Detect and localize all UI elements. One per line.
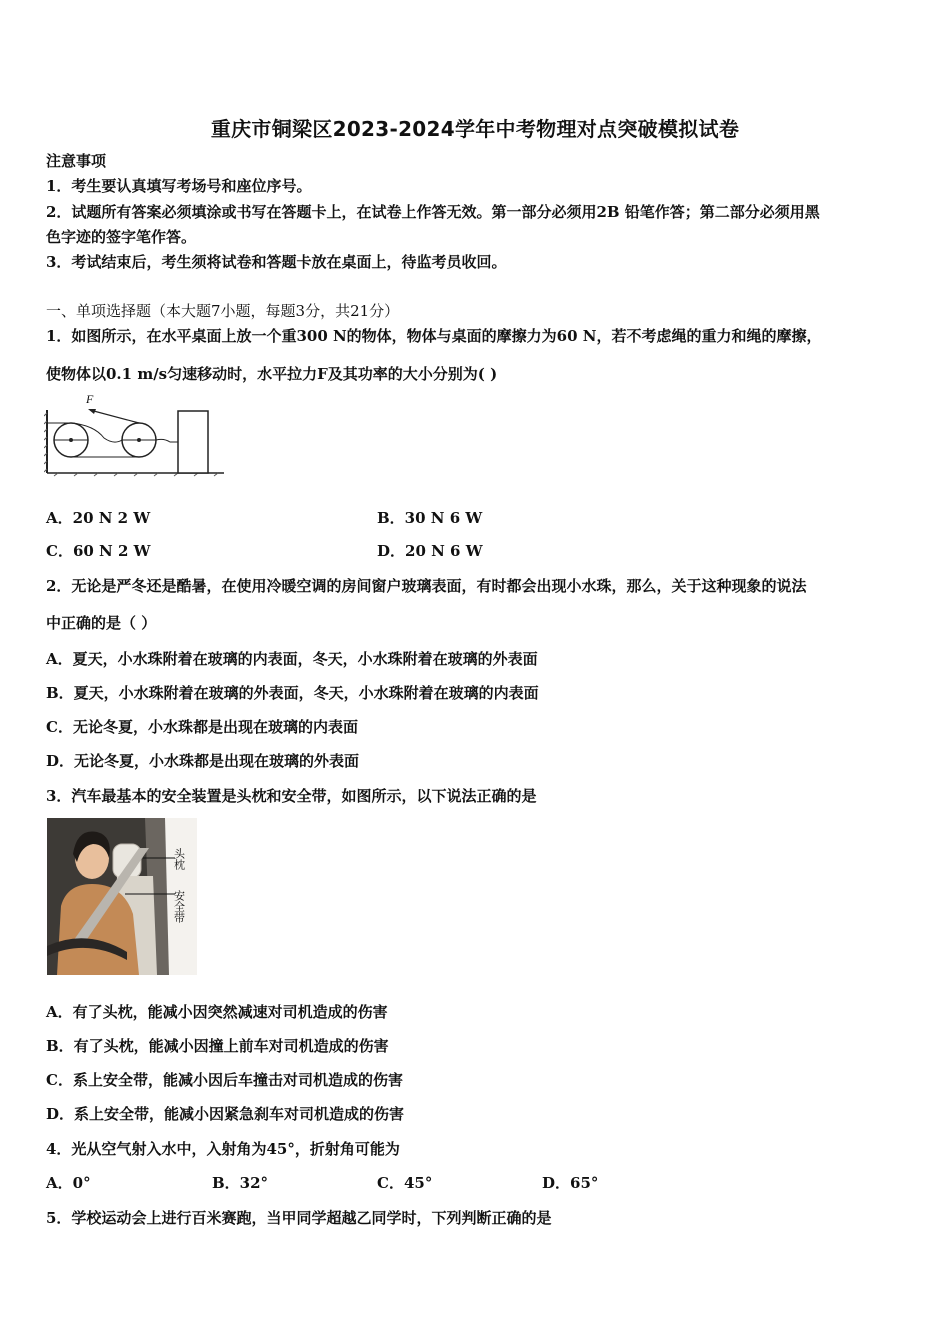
q4-option-a: A．0° — [46, 1174, 91, 1192]
q4-option-d: D．65° — [542, 1174, 599, 1192]
q3-option-c: C．系上安全带，能减小因后车撞击对司机造成的伤害 — [46, 1071, 403, 1089]
q2-option-b: B．夏天，小水珠附着在玻璃的外表面，冬天，小水珠附着在玻璃的内表面 — [46, 684, 539, 702]
notice-item-2-cont: 色字迹的签字笔作答。 — [46, 228, 197, 246]
q1-option-c: C．60 N 2 W — [46, 542, 151, 560]
seatbelt-label: 安全带 — [172, 890, 186, 923]
q4-stem: 4．光从空气射入水中，入射角为45°，折射角可能为 — [46, 1140, 400, 1158]
notice-heading: 注意事项 — [46, 152, 107, 170]
q3-option-b: B．有了头枕，能减小因撞上前车对司机造成的伤害 — [46, 1037, 389, 1055]
q3-stem: 3．汽车最基本的安全装置是头枕和安全带，如图所示，以下说法正确的是 — [46, 787, 537, 805]
q1-option-a: A．20 N 2 W — [46, 509, 151, 527]
q3-car-seat-photo — [47, 818, 197, 975]
q3-option-a: A．有了头枕，能减小因突然减速对司机造成的伤害 — [46, 1003, 388, 1021]
q2-option-c: C．无论冬夏，小水珠都是出现在玻璃的内表面 — [46, 718, 358, 736]
q4-option-c: C．45° — [377, 1174, 433, 1192]
q2-stem-line2: 中正确的是（ ） — [46, 614, 157, 632]
q1-stem-line2: 使物体以0.1 m/s匀速移动时，水平拉力F及其功率的大小分别为( ) — [46, 365, 498, 383]
notice-item-2: 2．试题所有答案必须填涂或书写在答题卡上，在试卷上作答无效。第一部分必须用2B 铅笔作答；第二部分必须用黑 — [46, 203, 820, 221]
force-label: F — [86, 392, 94, 406]
q2-stem-line1: 2．无论是严冬还是酷暑，在使用冷暖空调的房间窗户玻璃表面，有时都会出现小水珠，那么，关于这种现象的说法 — [46, 577, 807, 595]
q1-pulley-figure — [44, 392, 226, 478]
q2-option-a: A．夏天，小水珠附着在玻璃的内表面，冬天，小水珠附着在玻璃的外表面 — [46, 650, 538, 668]
headrest-label: 头枕 — [172, 848, 186, 870]
q1-stem-line1: 1．如图所示，在水平桌面上放一个重300 N的物体，物体与桌面的摩擦力为60 N，若不考虑绳的重力和绳的摩擦， — [46, 327, 822, 345]
q2-option-d: D．无论冬夏，小水珠都是出现在玻璃的外表面 — [46, 752, 360, 770]
notice-item-3: 3．考试结束后，考生须将试卷和答题卡放在桌面上，待监考员收回。 — [46, 253, 507, 271]
notice-item-1: 1．考生要认真填写考场号和座位序号。 — [46, 177, 312, 195]
section-heading: 一、单项选择题（本大题7小题，每题3分，共21分） — [46, 302, 400, 320]
page-title: 重庆市铜梁区2023-2024学年中考物理对点突破模拟试卷 — [210, 117, 740, 141]
q1-option-b: B．30 N 6 W — [377, 509, 483, 527]
q1-option-d: D．20 N 6 W — [377, 542, 483, 560]
q4-option-b: B．32° — [212, 1174, 269, 1192]
q3-option-d: D．系上安全带，能减小因紧急刹车对司机造成的伤害 — [46, 1105, 405, 1123]
q5-stem: 5．学校运动会上进行百米赛跑，当甲同学超越乙同学时，下列判断正确的是 — [46, 1209, 552, 1227]
